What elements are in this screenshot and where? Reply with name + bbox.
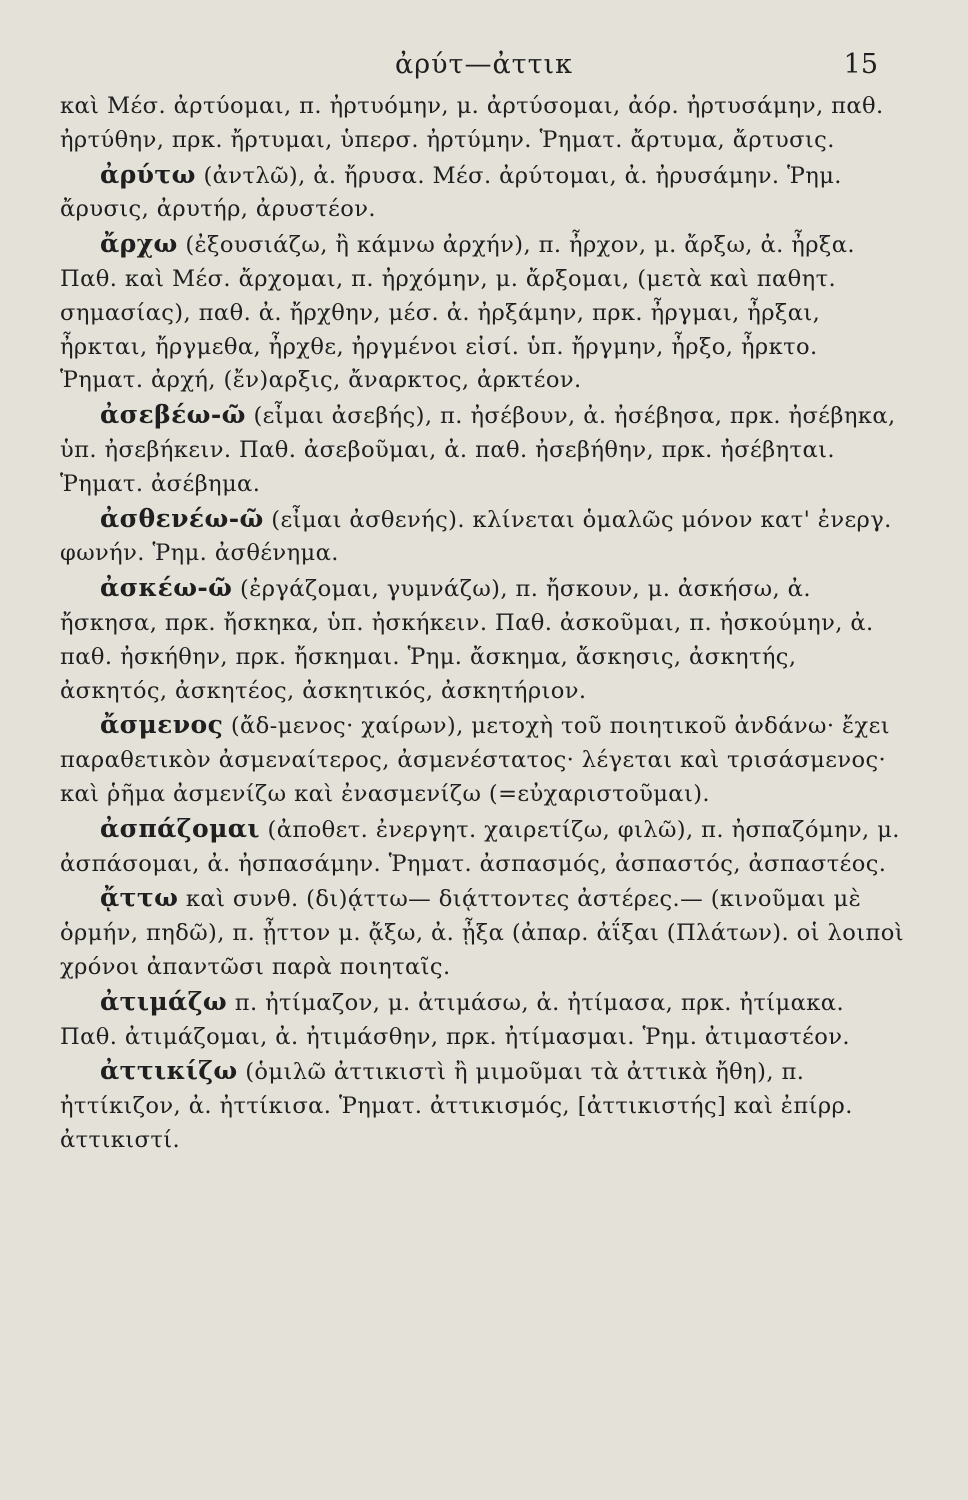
page-number: 15 [843, 49, 878, 80]
continuation-text: καὶ Μέσ. ἀρτύομαι, π. ἠρτυόμην, μ. ἀρτύσομαι, ἀόρ. ἠρτυσάμην, παθ. ἠρτύθην, πρκ. ἤρτυμαι, ὑπερσ. ἠρτύμην. Ῥηματ. ἄρτυμα, ἄρτυσις. [60, 93, 884, 153]
entry-astheneo [60, 502, 908, 572]
entry-asmenos [60, 708, 908, 811]
entry-headword: ἀτιμάζω [100, 986, 228, 1016]
entry-text: (ἄδ-μενος· χαίρων), μετοχὴ τοῦ ποιητικοῦ ἀνδάνω· ἔχει παραθετικὸν ἀσμεναίτερος, ἀσμενέστατος· λέγεται καὶ τρισάσμενος· καὶ ῥῆμα ἀσμενίζω καὶ ἐνασμενίζω (=εὐχαριστοῦμαι). [60, 713, 891, 807]
entry-asebeo [60, 398, 908, 501]
running-head [60, 40, 908, 90]
entry-text: καὶ συνθ. (δι)ᾴττω— διᾴττοντες ἀστέρες.— (κινοῦμαι μὲ ὁρμήν, πηδῶ), π. ᾖττον μ. ᾄξω, ἀ. ᾖξα (ἀπαρ. ἀΐξαι (Πλάτων). οἱ λοιποὶ χρόνοι ἀπαντῶσι παρὰ ποιηταῖς. [60, 886, 904, 980]
entry-archo [60, 227, 908, 398]
entry-text: (ἀποθετ. ἐνεργητ. χαιρετίζω, φιλῶ), π. ἠσπαζόμην, μ. ἀσπάσομαι, ἀ. ἠσπασάμην. Ῥηματ. ἀσπασμός, ἀσπαστός, ἀσπαστέος. [60, 816, 900, 877]
entry-headword: ἄσμενος [100, 710, 224, 740]
entry-text: (ἐργάζομαι, γυμνάζω), π. ἤσκουν, μ. ἀσκήσω, ἀ. ἤσκησα, πρκ. ἤσκηκα, ὑπ. ἠσκήκειν. Παθ. ἀσκοῦμαι, π. ἠσκούμην, ἀ. παθ. ἠσκήθην, πρκ. ἤσκημαι. Ῥημ. ἄσκημα, ἄσκησις, ἀσκητής, ἀσκητός, ἀσκητέος, ἀσκητικός, ἀσκητήριον. [60, 576, 874, 704]
entry-attikizo [60, 1054, 908, 1157]
entry-askeo [60, 571, 908, 708]
entry-headword: ἀσπάζομαι [100, 813, 260, 843]
entry-atimazo [60, 985, 908, 1055]
entries-list [60, 90, 908, 1158]
entry-headword: ἀρύτω [100, 159, 196, 189]
entry-text: (εἶμαι ἀσεβής), π. ἠσέβουν, ἀ. ἠσέβησα, πρκ. ἠσέβηκα, ὑπ. ἠσεβήκειν. Παθ. ἀσεβοῦμαι, ἀ. παθ. ἠσεβήθην, πρκ. ἠσέβηται. Ῥηματ. ἀσέβημα. [60, 403, 896, 497]
entry-text: (ὁμιλῶ ἀττικιστὶ ἢ μιμοῦμαι τὰ ἀττικὰ ἤθη), π. ἠττίκιζον, ἀ. ἠττίκισα. Ῥηματ. ἀττικισμός, [ἀττικιστής] καὶ ἐπίρρ. ἀττικιστί. [60, 1059, 853, 1153]
entry-text: (εἶμαι ἀσθενής). κλίνεται ὁμαλῶς μόνον κατ' ἐνεργ. φωνήν. Ῥημ. ἀσθένημα. [60, 506, 892, 567]
entry-aryto [60, 158, 908, 228]
entry-headword: ἀσκέω-ῶ [100, 573, 233, 603]
entry-headword: ᾄττω [100, 883, 179, 913]
entry-aspazomai [60, 812, 908, 882]
entry-headword: ἀττικίζω [100, 1056, 238, 1086]
entry-text: (ἀντλῶ), ἀ. ἤρυσα. Μέσ. ἀρύτομαι, ἀ. ἠρυσάμην. Ῥημ. ἄρυσις, ἀρυτήρ, ἀρυστέον. [60, 162, 842, 223]
entry-atto [60, 881, 908, 984]
running-title: ἀρύτ—ἀττικ [394, 49, 574, 80]
entry-headword: ἀσεβέω-ῶ [100, 400, 246, 430]
entry-text: (ἐξουσιάζω, ἢ κάμνω ἀρχήν), π. ἦρχον, μ. ἄρξω, ἀ. ἦρξα. Παθ. καὶ Μέσ. ἄρχομαι, π. ἠρχόμην, μ. ἄρξομαι, (μετὰ καὶ παθητ. σημασίας), παθ. ἀ. ἤρχθην, μέσ. ἀ. ἠρξάμην, πρκ. ἦργμαι, ἦρξαι, ἦρκται, ἤργμεθα, ἦρχθε, ἠργμένοι εἰσί. ὑπ. ἤργμην, ἦρξο, ἦρκτο. Ῥηματ. ἀρχή, (ἔν)αρξις, ἄναρκτος, ἀρκτέον. [60, 232, 855, 394]
entry-text: π. ἠτίμαζον, μ. ἀτιμάσω, ἀ. ἠτίμασα, πρκ. ἠτίμακα. Παθ. ἀτιμάζομαι, ἀ. ἠτιμάσθην, πρκ. ἠτίμασμαι. Ῥημ. ἀτιμαστέον. [60, 989, 850, 1050]
entry-headword: ἀσθενέω-ῶ [100, 503, 264, 533]
entry-headword: ἄρχω [100, 229, 178, 259]
